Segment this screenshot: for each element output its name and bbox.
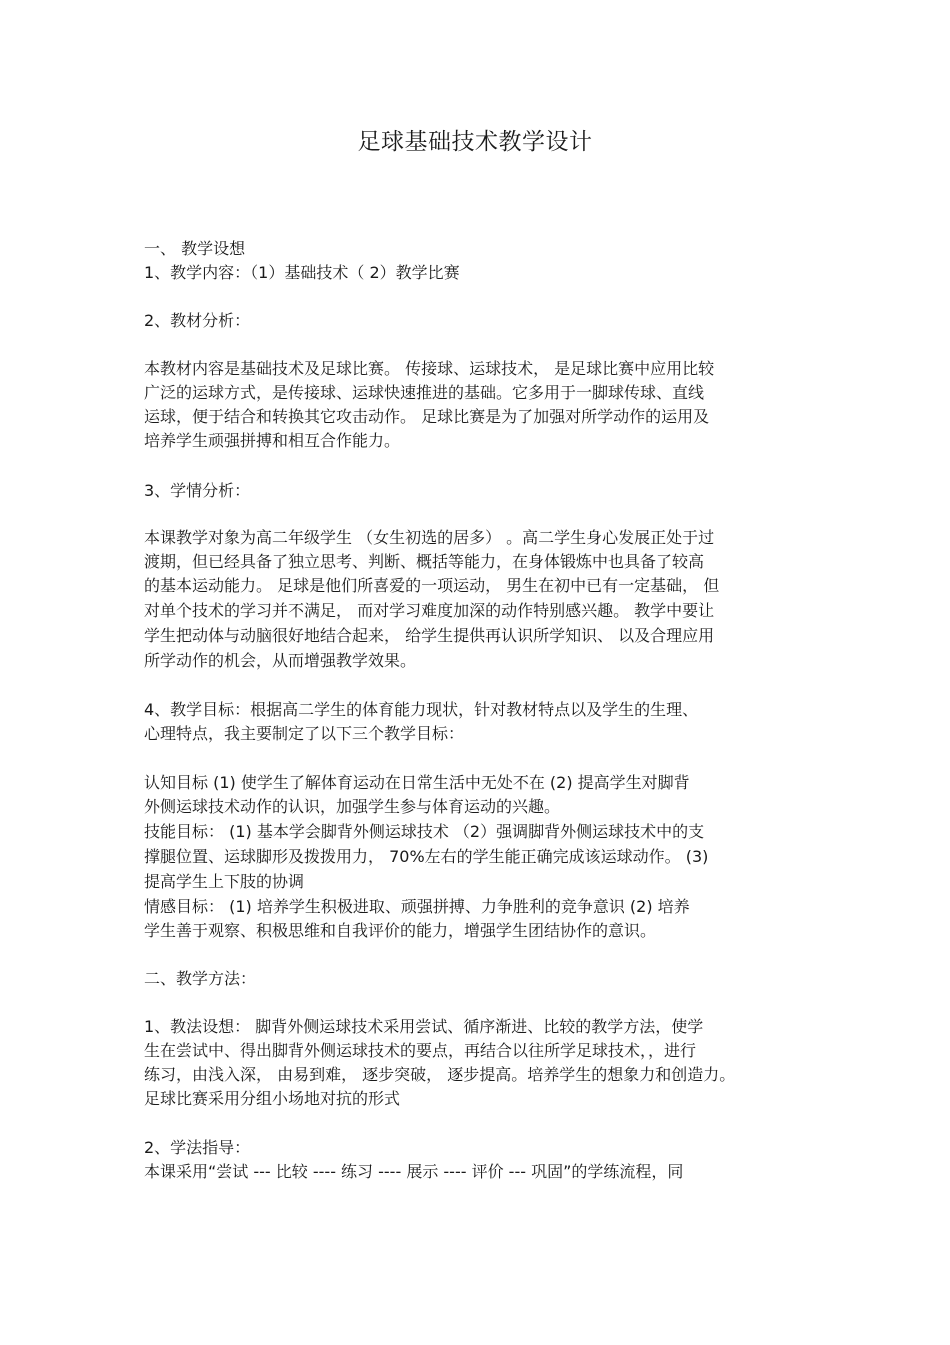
paragraph-line: 本课采用“尝试 --- 比较 ---- 练习 ---- 展示 ---- 评价 --- 巩固”的学练流程，同 xyxy=(144,1162,684,1181)
paragraph-line: 运球，便于结合和转换其它攻击动作。 足球比赛是为了加强对所学动作的运用及 xyxy=(144,407,710,426)
teaching-method-line: 1、教法设想： 脚背外侧运球技术采用尝试、循序渐进、比较的教学方法，使学 xyxy=(144,1017,704,1036)
paragraph-line: 培养学生顽强拼搏和相互合作能力。 xyxy=(144,431,401,450)
paragraph-line: 的基本运动能力。 足球是他们所喜爱的一项运动， 男生在初中已有一定基础， 但 xyxy=(144,576,720,595)
paragraph-line: 渡期，但已经具备了独立思考、判断、概括等能力，在身体锻炼中也具备了较高 xyxy=(144,552,705,571)
paragraph-line: 外侧运球技术动作的认识，加强学生参与体育运动的兴趣。 xyxy=(144,797,561,816)
teaching-goals-heading: 4、教学目标：根据高二学生的体育能力现状，针对教材特点以及学生的生理、 xyxy=(144,700,699,719)
paragraph-line: 心理特点，我主要制定了以下三个教学目标： xyxy=(144,724,465,743)
paragraph-line: 练习，由浅入深， 由易到难， 逐步突破， 逐步提高。培养学生的想象力和创造力。 xyxy=(144,1065,736,1084)
paragraph-line: 本课教学对象为高二年级学生 （女生初选的居多） 。高二学生身心发展正处于过 xyxy=(144,528,715,547)
learning-guidance-heading: 2、学法指导： xyxy=(144,1138,251,1157)
section-heading-teaching-idea: 一、 教学设想 xyxy=(144,239,246,258)
cognitive-goal-line: 认知目标 (1) 使学生了解体育运动在日常生活中无处不在 (2) 提高学生对脚背 xyxy=(144,773,690,792)
document-title: 足球基础技术教学设计 xyxy=(357,129,593,155)
paragraph-line: 学生善于观察、积极思维和自我评价的能力，增强学生团结协作的意识。 xyxy=(144,921,657,940)
paragraph-line: 生在尝试中、得出脚背外侧运球技术的要点，再结合以往所学足球技术，，进行 xyxy=(144,1041,697,1060)
section-heading-teaching-method: 二、教学方法： xyxy=(144,969,257,988)
material-analysis-heading: 2、教材分析： xyxy=(144,311,251,330)
paragraph-line: 撑腿位置、运球脚形及拨拨用力， 70%左右的学生能正确完成该运球动作。 (3) xyxy=(144,847,709,866)
teaching-content-line: 1、教学内容：（1）基础技术（ 2）教学比赛 xyxy=(144,263,460,282)
paragraph-line: 提高学生上下肢的协调 xyxy=(144,872,305,891)
learner-analysis-heading: 3、学情分析： xyxy=(144,481,251,500)
paragraph-line: 本教材内容是基础技术及足球比赛。 传接球、运球技术， 是足球比赛中应用比较 xyxy=(144,359,715,378)
paragraph-line: 所学动作的机会，从而增强教学效果。 xyxy=(144,651,417,670)
paragraph-line: 广泛的运球方式，是传接球、运球快速推进的基础。它多用于一脚球传球、直线 xyxy=(144,383,705,402)
skill-goal-line: 技能目标： (1) 基本学会脚背外侧运球技术 （2）强调脚背外侧运球技术中的支 xyxy=(144,822,705,841)
paragraph-line: 足球比赛采用分组小场地对抗的形式 xyxy=(144,1089,401,1108)
emotional-goal-line: 情感目标： (1) 培养学生积极进取、顽强拼搏、力争胜利的竞争意识 (2) 培养 xyxy=(144,897,690,916)
paragraph-line: 学生把动体与动脑很好地结合起来， 给学生提供再认识所学知识、 以及合理应用 xyxy=(144,626,715,645)
paragraph-line: 对单个技术的学习并不满足， 而对学习难度加深的动作特别感兴趣。 教学中要让 xyxy=(144,601,715,620)
